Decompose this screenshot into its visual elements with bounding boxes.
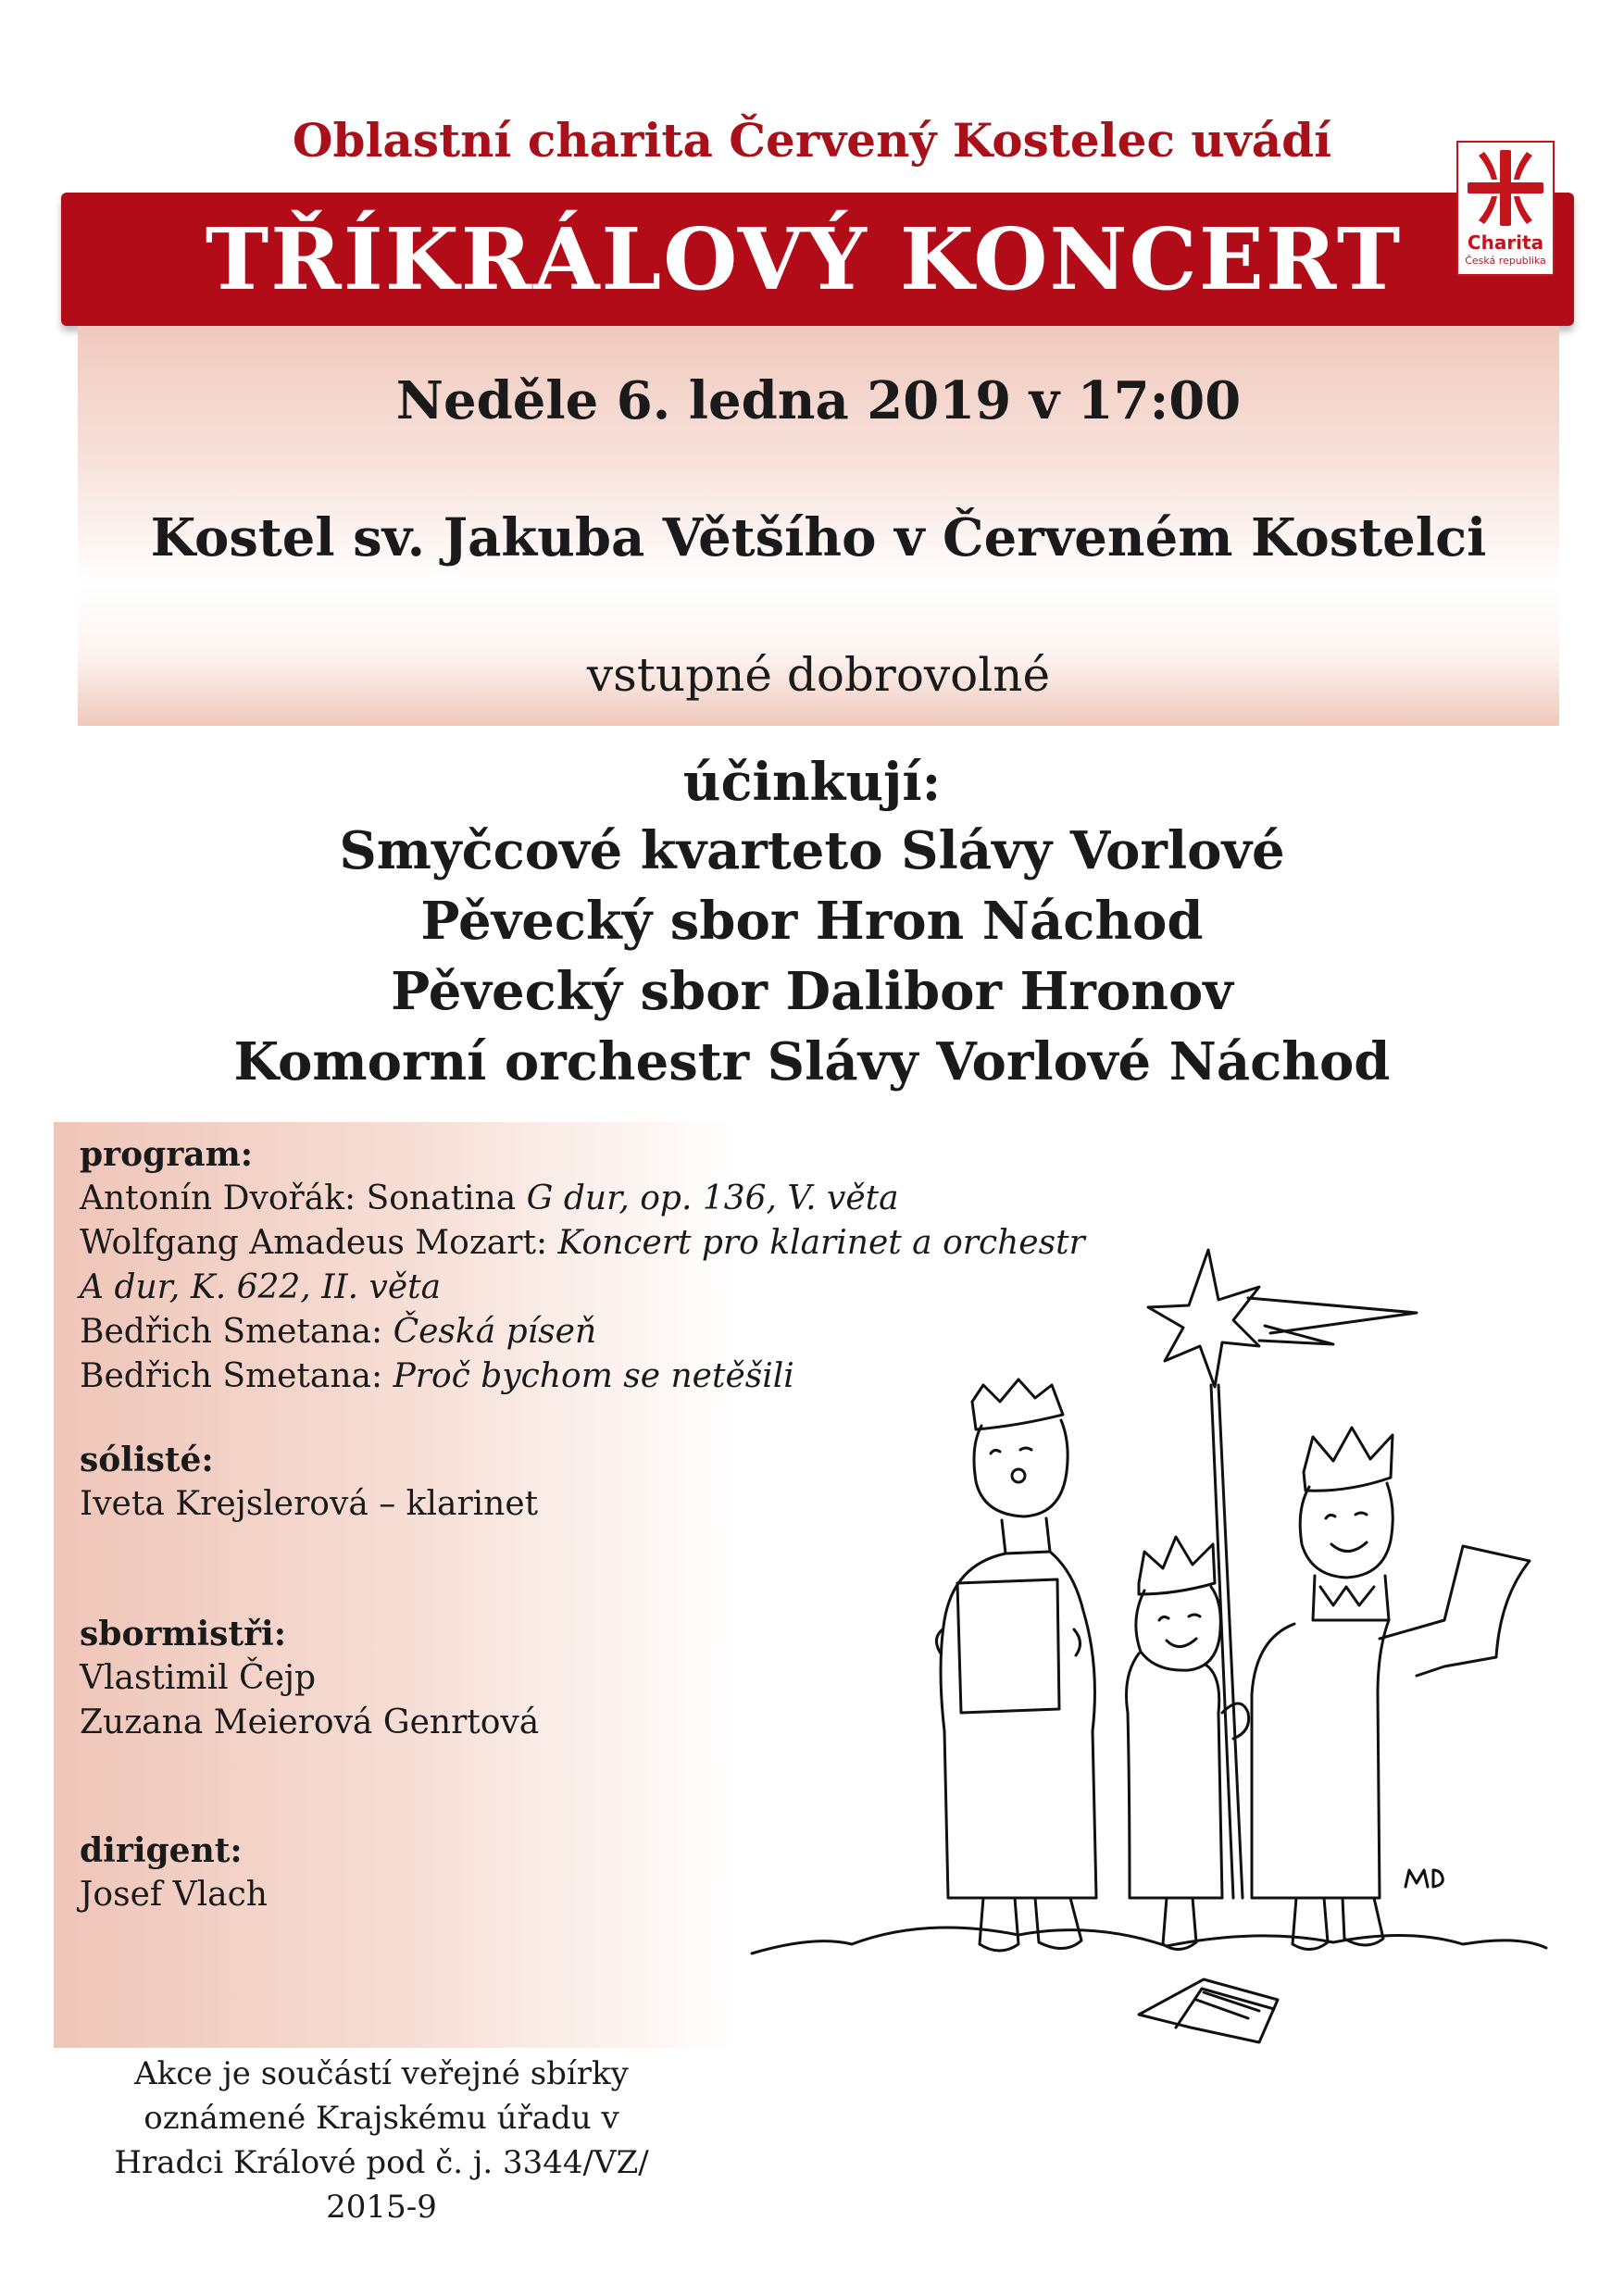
choirmaster-item: Vlastimil Čejp [80, 1659, 317, 1697]
crown-icon [972, 1379, 1063, 1429]
event-date: Neděle 6. ledna 2019 v 17:00 [395, 370, 1242, 431]
program-heading: program: [80, 1135, 253, 1174]
program-work: A dur, K. 622, II. věta [80, 1268, 442, 1306]
program-composer: Antonín Dvořák: Sonatina [80, 1179, 527, 1217]
charita-logo [1456, 141, 1555, 276]
presenter-line: Oblastní charita Červený Kostelec uvádí [292, 113, 1332, 168]
soloist-item: Iveta Krejslerová – klarinet [80, 1485, 539, 1523]
charita-cross-icon [1464, 146, 1547, 230]
logo-name: Charita [1467, 231, 1544, 254]
collection-note-line: oznámené Krajskému úřadu v [144, 2100, 619, 2137]
concert-title: TŘÍKRÁLOVÝ KONCERT [205, 209, 1403, 309]
program-work: Česká píseň [393, 1313, 597, 1351]
program-work: Koncert pro klarinet a orchestr [557, 1224, 1085, 1262]
program-item [80, 1357, 794, 1395]
performer-item: Smyčcové kvarteto Slávy Vorlové [339, 820, 1285, 881]
program-item [80, 1268, 441, 1306]
collection-note-line: 2015-9 [326, 2189, 437, 2226]
performer-item: Pěvecký sbor Dalibor Hronov [391, 961, 1233, 1022]
performer-item: Pěvecký sbor Hron Náchod [420, 891, 1204, 952]
conductor-item: Josef Vlach [80, 1876, 268, 1914]
logo-subtitle: Česká republika [1465, 255, 1546, 267]
program-work: Proč bychom se netěšili [393, 1357, 794, 1395]
choirmasters-heading: sbormistři: [80, 1615, 287, 1653]
program-item [80, 1313, 596, 1351]
performer-item: Komorní orchestr Slávy Vorlové Náchod [233, 1031, 1391, 1092]
crown-icon [1304, 1428, 1393, 1491]
event-venue: Kostel sv. Jakuba Většího v Červeném Kostelci [150, 507, 1487, 568]
star-icon [1148, 1250, 1259, 1387]
program-composer: Bedřich Smetana: [80, 1313, 394, 1351]
performers-heading: účinkují: [682, 752, 942, 813]
title-banner [61, 193, 1574, 326]
soloists-heading: sólisté: [80, 1441, 214, 1479]
event-entry: vstupné dobrovolné [586, 648, 1051, 702]
choirmaster-item: Zuzana Meierová Genrtová [80, 1703, 540, 1741]
program-item [80, 1179, 899, 1217]
crown-icon [1139, 1537, 1215, 1594]
collection-note-line: Akce je součástí veřejné sbírky [134, 2055, 629, 2092]
program-composer: Wolfgang Amadeus Mozart: [80, 1224, 558, 1262]
conductor-heading: dirigent: [80, 1831, 243, 1870]
collection-note [67, 2052, 696, 2229]
three-kings-illustration [741, 1231, 1574, 2083]
program-composer: Bedřich Smetana: [80, 1357, 394, 1395]
program-work: G dur, op. 136, V. věta [526, 1179, 899, 1217]
collection-note-line: Hradci Králové pod č. j. 3344/VZ/ [114, 2144, 649, 2181]
